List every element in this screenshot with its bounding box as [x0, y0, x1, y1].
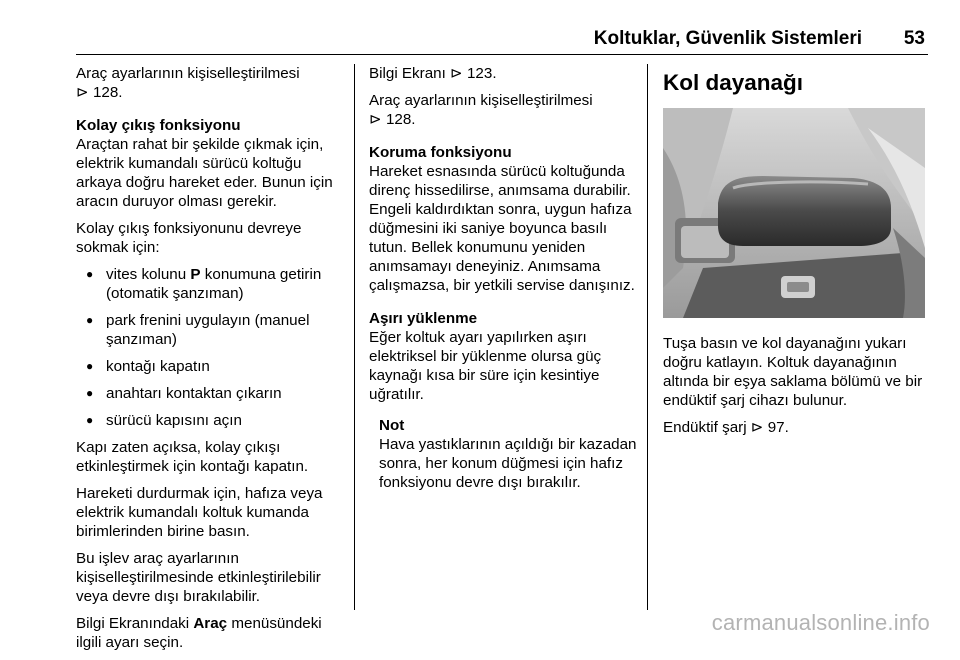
page-header	[76, 28, 928, 55]
paragraph	[369, 91, 639, 129]
gear-position-key: P	[190, 266, 201, 283]
menu-name: Araç	[193, 615, 228, 632]
section-heading: Aşırı yüklenme	[369, 310, 478, 327]
paragraph: Endüktif şarj ⊳ 97.	[663, 419, 789, 436]
page-reference: ⊳ 128.	[76, 84, 123, 101]
paragraph: Bu işlev araç ayarlarının kişiselleştirilmesinde etkinleştirilebilir veya devre dışı bırakılabilir.	[76, 550, 321, 605]
column-left	[76, 64, 346, 660]
list-item: ● anahtarı kontaktan çıkarın	[76, 384, 346, 403]
list-item	[76, 265, 346, 303]
paragraph	[76, 614, 346, 652]
paragraph: Hareketi durdurmak için, hafıza veya elektrik kumandalı koltuk kumanda birimlerinden birine basın.	[76, 485, 323, 540]
section-title: Kol dayanağı	[663, 70, 804, 95]
page-number: 53	[903, 28, 925, 49]
text: Eğer koltuk ayarı yapılırken aşırı elektriksel bir yüklenme olursa güç kaynağı kısa bir süre için kesintiye uğratılır.	[369, 329, 602, 403]
section-heading: Koruma fonksiyonu	[369, 144, 512, 161]
list-item: ● sürücü kapısını açın	[76, 411, 346, 430]
paragraph: Tuşa basın ve kol dayanağını yukarı doğru katlayın. Koltuk dayanağının altında bir eşya saklama bölümü ve bir endüktif şarj cihazı bulunur.	[663, 335, 923, 409]
column-right	[663, 64, 928, 445]
text: konumuna getirin (otomatik şanzıman)	[106, 266, 322, 302]
paragraph: Bilgi Ekranı ⊳ 123.	[369, 65, 497, 82]
header-title: Koltuklar, Güvenlik Sistemleri	[593, 28, 862, 49]
paragraph: Kolay çıkış fonksiyonunu devreye sokmak için:	[76, 220, 302, 256]
text: vites kolunu	[106, 266, 191, 283]
paragraph: Kapı zaten açıksa, kolay çıkışı etkinleştirmek için kontağı kapatın.	[76, 439, 309, 475]
bullet-list	[76, 265, 346, 430]
section-heading: Kolay çıkış fonksiyonu	[76, 117, 241, 134]
section-overload	[369, 309, 639, 404]
list-item: ● park frenini uygulayın (manuel şanzıman)	[76, 311, 346, 349]
armrest-photo	[663, 108, 925, 318]
column-divider	[647, 64, 648, 610]
text: Araç ayarlarının kişiselleştirilmesi	[76, 65, 300, 82]
page-reference: ⊳ 128.	[369, 111, 416, 128]
section-protection	[369, 143, 639, 295]
note-title: Not	[379, 417, 405, 434]
list-item: ● kontağı kapatın	[76, 357, 346, 376]
column-divider	[354, 64, 355, 610]
text: Bilgi Ekranındaki	[76, 615, 194, 632]
watermark: carmanualsonline.info	[711, 610, 930, 635]
text: Hareket esnasında sürücü koltuğunda direnç hissedilirse, anımsama durabilir. Engeli kaldırdıktan sonra, uygun hafıza düğmesini iki saniye boyunca basılı tutun. Bellek konumunu yeniden anımsamayı deneyiniz. Anımsama çalışmazsa, bir yetkili servise danışınız.	[369, 163, 635, 294]
paragraph	[76, 64, 346, 102]
text: menüsündeki ilgili ayarı seçin.	[76, 615, 322, 651]
text: Araç ayarlarının kişiselleştirilmesi	[369, 92, 593, 109]
section-easy-exit	[76, 116, 346, 211]
column-middle	[369, 64, 639, 500]
note-text: Hava yastıklarının açıldığı bir kazadan sonra, her konum düğmesi için hafız fonksiyonu devre dışı bırakılır.	[379, 436, 637, 491]
note-box	[369, 416, 639, 492]
text: Araçtan rahat bir şekilde çıkmak için, elektrik kumandalı sürücü koltuğu arkaya doğru hareket eder. Bunun için aracın duruyor olması gerekir.	[76, 136, 333, 210]
